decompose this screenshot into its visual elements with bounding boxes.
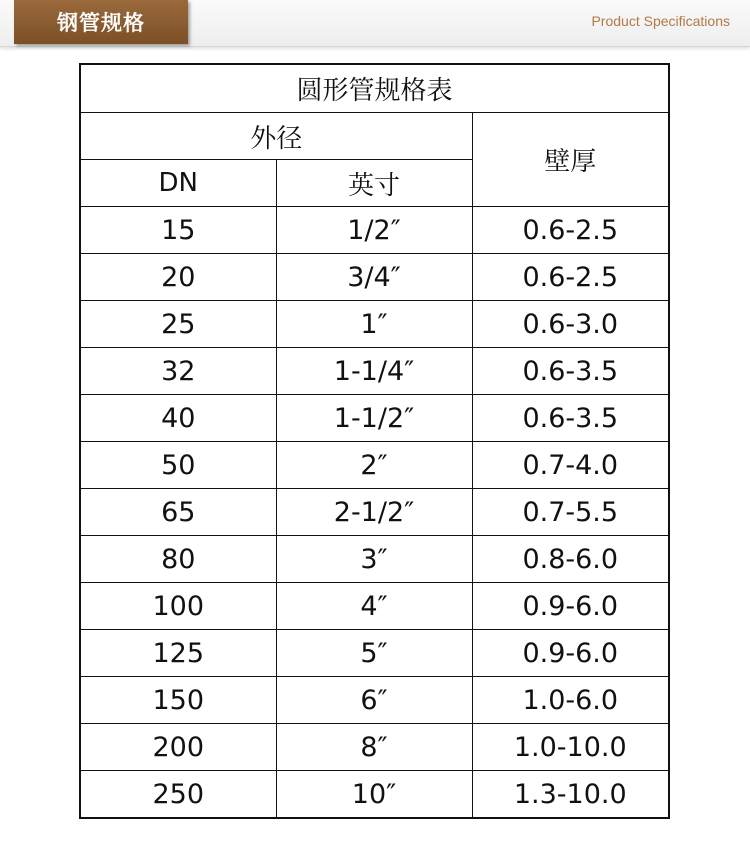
inch-cell: 2-1/2″ [276, 489, 472, 536]
inch-cell: 10″ [276, 771, 472, 819]
dn-cell: 65 [80, 489, 276, 536]
table-row [80, 254, 669, 301]
dn-cell: 250 [80, 771, 276, 819]
table-row [80, 207, 669, 254]
wall-thickness-cell: 0.7-4.0 [472, 442, 669, 489]
table-title-row [80, 64, 669, 113]
wall-thickness-cell: 0.6-2.5 [472, 207, 669, 254]
wall-thickness-cell: 1.0-10.0 [472, 724, 669, 771]
dn-cell: 50 [80, 442, 276, 489]
inch-cell: 6″ [276, 677, 472, 724]
dn-cell: 25 [80, 301, 276, 348]
inch-cell: 1-1/4″ [276, 348, 472, 395]
header-bar [0, 0, 750, 47]
table-row [80, 677, 669, 724]
wall-thickness-cell: 1.3-10.0 [472, 771, 669, 819]
dn-cell: 80 [80, 536, 276, 583]
table-row [80, 395, 669, 442]
table-row [80, 536, 669, 583]
dn-cell: 32 [80, 348, 276, 395]
dn-cell: 100 [80, 583, 276, 630]
inch-cell: 3/4″ [276, 254, 472, 301]
table-title: 圆形管规格表 [80, 64, 669, 113]
wall-thickness-header: 壁厚 [472, 113, 669, 207]
inch-cell: 3″ [276, 536, 472, 583]
dn-cell: 200 [80, 724, 276, 771]
section-subtitle: Product Specifications [591, 13, 730, 29]
table-row [80, 442, 669, 489]
inch-cell: 1″ [276, 301, 472, 348]
section-tab: 钢管规格 [14, 0, 188, 44]
table-row [80, 301, 669, 348]
inch-cell: 8″ [276, 724, 472, 771]
dn-cell: 40 [80, 395, 276, 442]
table-row [80, 630, 669, 677]
header-row-1 [80, 113, 669, 160]
inch-header: 英寸 [276, 160, 472, 207]
wall-thickness-cell: 0.6-3.5 [472, 395, 669, 442]
inch-cell: 5″ [276, 630, 472, 677]
spec-table [79, 63, 670, 819]
wall-thickness-cell: 0.6-2.5 [472, 254, 669, 301]
wall-thickness-cell: 0.9-6.0 [472, 583, 669, 630]
outer-diameter-header: 外径 [80, 113, 472, 160]
table-row [80, 771, 669, 819]
table-row [80, 583, 669, 630]
dn-cell: 20 [80, 254, 276, 301]
wall-thickness-cell: 0.6-3.0 [472, 301, 669, 348]
wall-thickness-cell: 0.6-3.5 [472, 348, 669, 395]
dn-cell: 150 [80, 677, 276, 724]
inch-cell: 1-1/2″ [276, 395, 472, 442]
table-row [80, 348, 669, 395]
wall-thickness-cell: 0.9-6.0 [472, 630, 669, 677]
dn-cell: 15 [80, 207, 276, 254]
inch-cell: 1/2″ [276, 207, 472, 254]
inch-cell: 4″ [276, 583, 472, 630]
dn-header: DN [80, 160, 276, 207]
table-row [80, 724, 669, 771]
wall-thickness-cell: 0.8-6.0 [472, 536, 669, 583]
wall-thickness-cell: 1.0-6.0 [472, 677, 669, 724]
wall-thickness-cell: 0.7-5.5 [472, 489, 669, 536]
table-row [80, 489, 669, 536]
inch-cell: 2″ [276, 442, 472, 489]
dn-cell: 125 [80, 630, 276, 677]
